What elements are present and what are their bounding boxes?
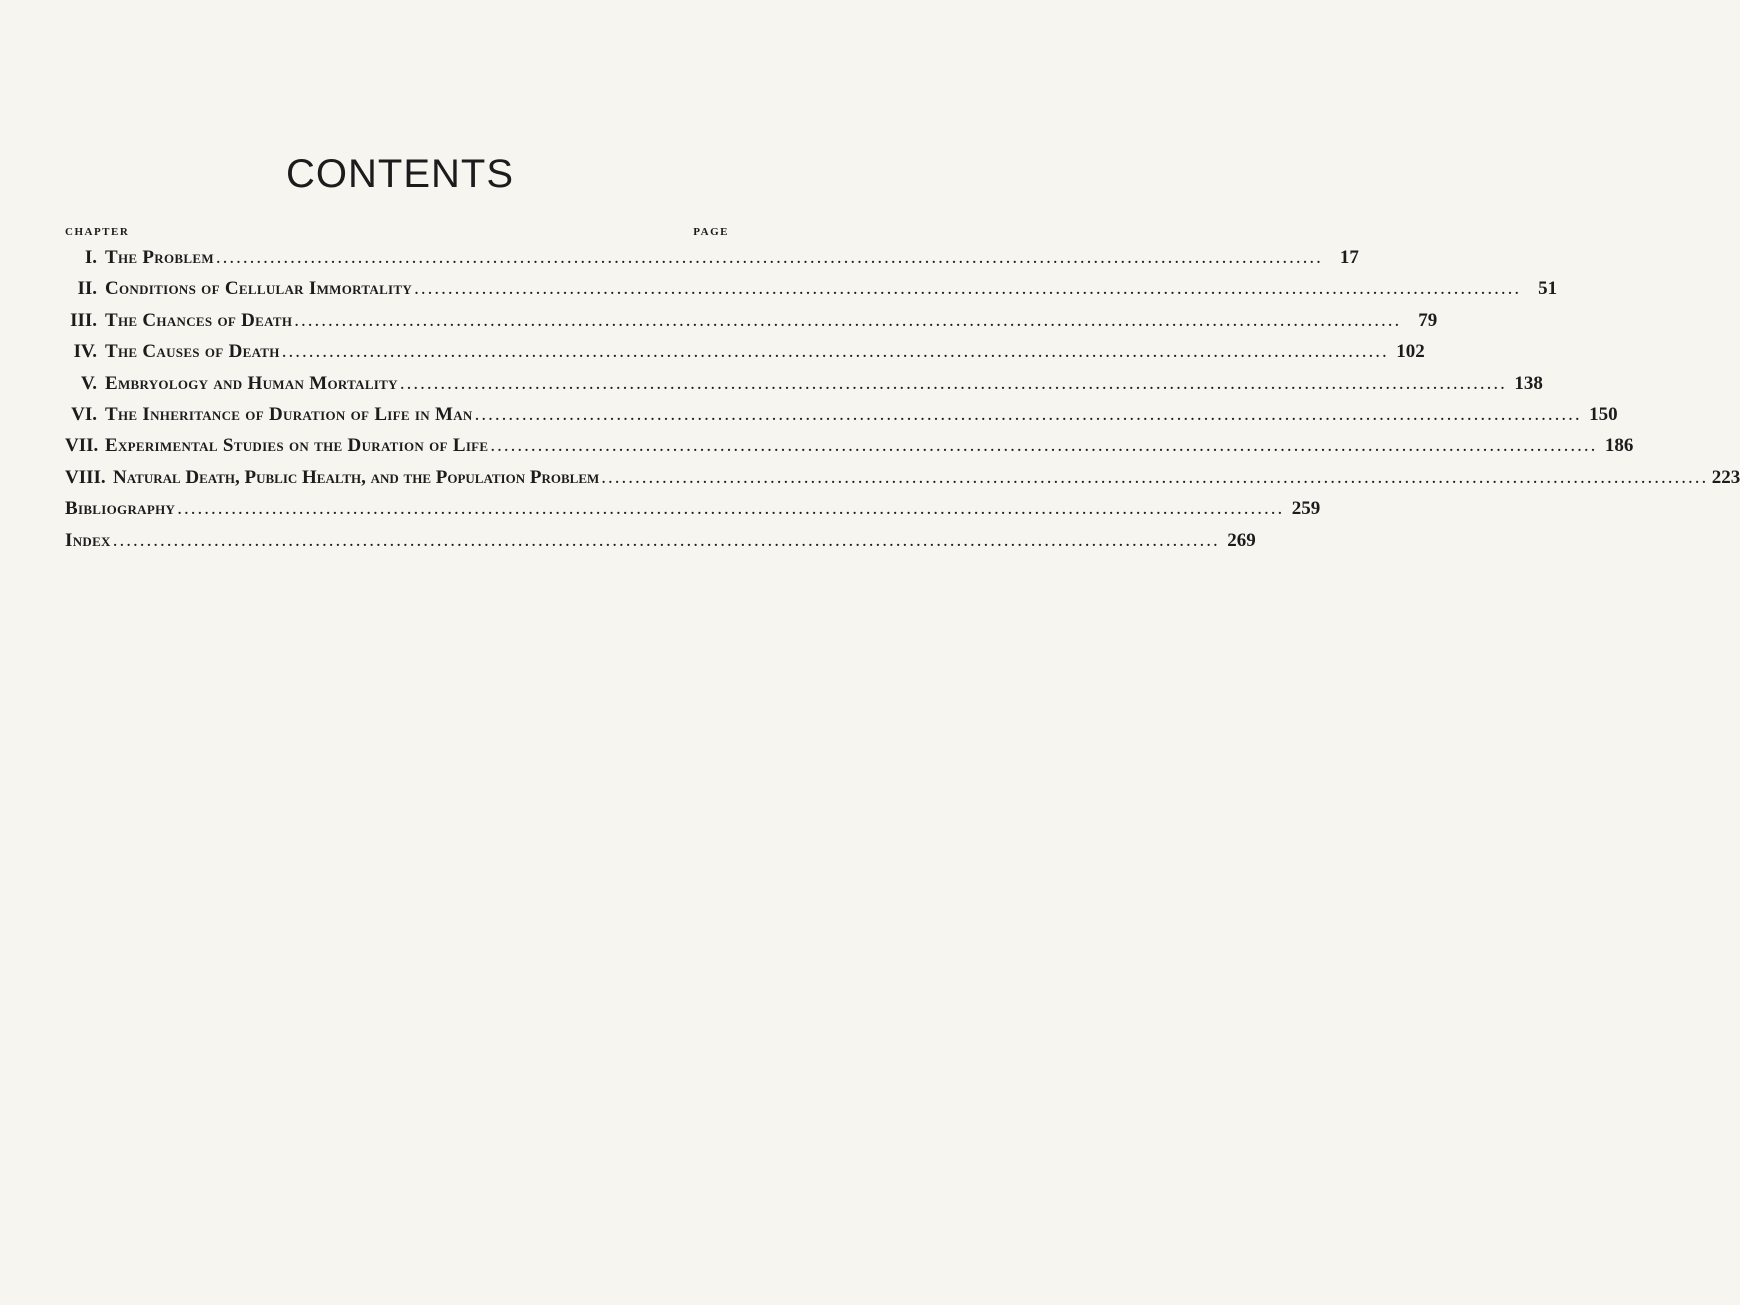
- chapter-title: The Inheritance of Duration of Life in Man: [105, 403, 473, 425]
- page-number: 17: [1339, 247, 1359, 268]
- page-number: 102: [1396, 341, 1425, 363]
- page-number: 269: [1227, 529, 1256, 551]
- page-number: 186: [1604, 435, 1634, 457]
- page-number: 259: [1291, 498, 1321, 520]
- chapter-title: Experimental Studies on the Duration of Life: [105, 435, 489, 457]
- chapter-title: Embryology and Human Mortality: [105, 372, 398, 394]
- dot-leader: [113, 530, 1220, 552]
- toc-entry: [65, 372, 1543, 404]
- dot-leader: [282, 341, 1389, 363]
- dot-leader: [177, 498, 1284, 520]
- chapter-title: The Chances of Death: [105, 309, 293, 331]
- table-of-contents: [65, 247, 1740, 561]
- chapter-title: Conditions of Cellular Immortality: [105, 278, 413, 300]
- toc-entry: [65, 435, 1634, 466]
- chapter-number: IV.: [73, 341, 97, 363]
- chapter-number: I.: [84, 247, 97, 268]
- chapter-number: V.: [80, 372, 97, 394]
- dot-leader: [475, 404, 1582, 426]
- toc-entry: [65, 466, 1740, 498]
- dot-leader: [294, 310, 1401, 332]
- chapter-number: III.: [70, 309, 97, 331]
- chapter-title: The Causes of Death: [105, 341, 280, 363]
- chapter-title: Index: [65, 529, 111, 551]
- chapter-number: VII.: [65, 435, 99, 457]
- page-number: 150: [1589, 403, 1618, 425]
- dot-leader: [216, 247, 1323, 269]
- page-number: 79: [1418, 309, 1438, 331]
- toc-entry: [65, 498, 1321, 529]
- chapter-title: Bibliography: [65, 498, 176, 520]
- chapter-title: Natural Death, Public Health, and the Population Problem: [113, 466, 600, 488]
- dot-leader: [400, 373, 1507, 395]
- toc-entry: [65, 278, 1558, 309]
- toc-entry: [65, 341, 1425, 372]
- toc-entry: [65, 309, 1438, 341]
- dot-leader: [414, 278, 1521, 300]
- chapter-number: VI.: [71, 403, 97, 425]
- toc-entry: [65, 529, 1256, 561]
- chapter-column-header: CHAPTER: [65, 226, 130, 238]
- page-title: CONTENTS: [286, 152, 514, 196]
- page-number: 138: [1514, 372, 1543, 394]
- chapter-title: The Problem: [105, 247, 214, 268]
- dot-leader: [601, 467, 1708, 489]
- toc-entry: [65, 403, 1618, 435]
- chapter-number: VIII.: [65, 466, 106, 488]
- dot-leader: [490, 435, 1597, 457]
- chapter-number: II.: [77, 278, 97, 300]
- page-number: 51: [1538, 278, 1558, 300]
- toc-entry: [65, 247, 1359, 278]
- page-number: 223: [1711, 466, 1740, 488]
- page-column-header: PAGE: [693, 226, 729, 238]
